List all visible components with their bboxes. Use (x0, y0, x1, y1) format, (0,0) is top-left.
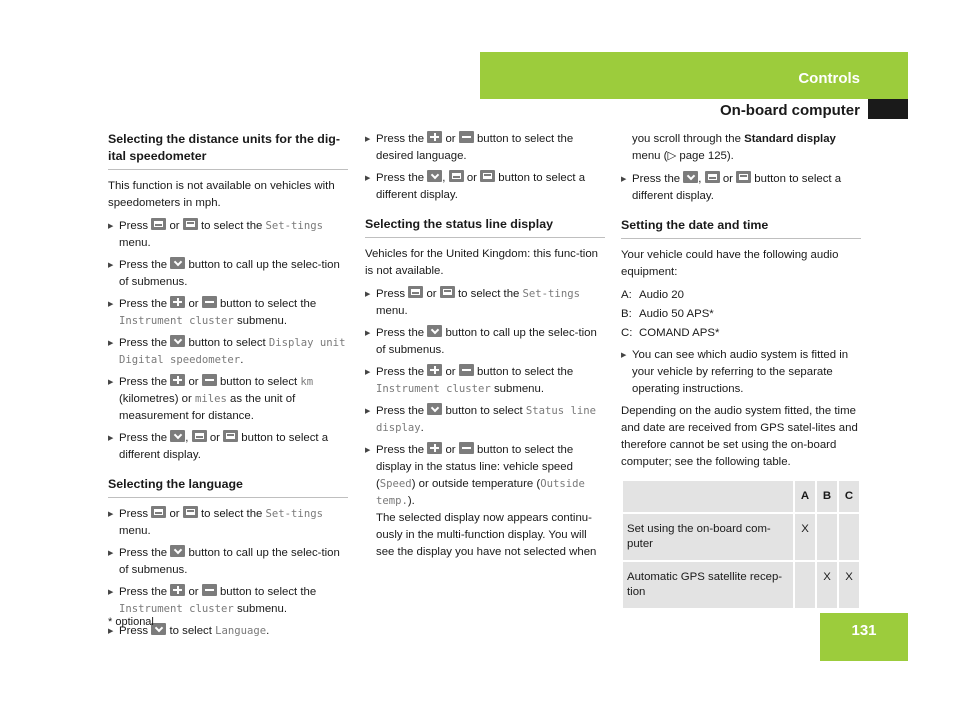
paragraph-continued: you scroll through the Standard display menu (▷ page 125). (632, 133, 836, 162)
step: ▶ Press the or button to select the Instrument cluster submenu. (108, 296, 348, 330)
footnote: * optional (108, 616, 154, 628)
checkmark-button-icon (170, 257, 185, 269)
page-up-button-icon (449, 170, 464, 182)
heading-language: Selecting the language (108, 476, 348, 498)
list-item: B: Audio 50 APS* (621, 308, 714, 320)
heading-date-time: Setting the date and time (621, 217, 861, 239)
paragraph-intro: This function is not available on vehicles with speedometers in mph. (108, 180, 335, 209)
step: ▶ Press the , or button to select a different display. (108, 430, 348, 464)
table-row: Set using the on-board com-puter X (622, 513, 860, 561)
paragraph-intro: Your vehicle could have the following audio equipment: (621, 249, 839, 278)
step: ▶ Press the , or button to select a different display. (365, 170, 605, 204)
page-up-button-icon (408, 286, 423, 298)
section-tab (480, 52, 908, 99)
section-tab-label: Controls (798, 70, 860, 87)
page-up-button-icon (192, 430, 207, 442)
step: ▶ Press the button to call up the selec-tion of submenus. (365, 325, 605, 359)
minus-button-icon (202, 374, 217, 386)
checkmark-button-icon (427, 170, 442, 182)
page-down-button-icon (736, 171, 751, 183)
list-item: A: Audio 20 (621, 289, 684, 301)
page-down-button-icon (440, 286, 455, 298)
step: ▶ Press the or button to select the desired language. (365, 131, 605, 165)
page-number: 131 (851, 622, 877, 639)
column-2 (365, 131, 605, 566)
minus-button-icon (202, 296, 217, 308)
step: ▶ Press or to select the Set-tings menu. (108, 506, 348, 540)
page-down-button-icon (183, 506, 198, 518)
plus-button-icon (427, 131, 442, 143)
minus-button-icon (202, 584, 217, 596)
step: ▶ Press the button to select Display unit Digital speedometer. (108, 335, 348, 369)
plus-button-icon (170, 584, 185, 596)
paragraph-intro: Vehicles for the United Kingdom: this func-tion is not available. (365, 248, 599, 277)
heading-distance-units: Selecting the distance units for the dig-ital speedometer (108, 131, 348, 170)
plus-button-icon (170, 374, 185, 386)
step: ▶ Press the or button to select the Instrument cluster submenu. (108, 584, 348, 618)
step: ▶ Press the or button to select the display in the status line: vehicle speed (Speed) or outside temperature (Outside temp.). The selected display now appears continu-ously in the multi-function display. You will see the display you have not selected when (365, 442, 605, 561)
page-title: On-board computer (719, 102, 860, 119)
checkmark-button-icon (683, 171, 698, 183)
heading-status-line: Selecting the status line display (365, 216, 605, 238)
step: ▶ Press or to select the Set-tings menu. (108, 218, 348, 252)
page-down-button-icon (480, 170, 495, 182)
page-number-box (820, 613, 908, 661)
minus-button-icon (459, 442, 474, 454)
column-3 (621, 131, 861, 610)
section-marker (868, 99, 908, 119)
paragraph-depending: Depending on the audio system fitted, the time and date are received from GPS satel-lites and therefore cannot be set using the on-board computer; see the following table. (621, 405, 858, 468)
step: ▶ Press or to select the Set-tings menu. (365, 286, 605, 320)
minus-button-icon (459, 364, 474, 376)
column-1 (108, 131, 348, 645)
checkmark-button-icon (170, 545, 185, 557)
checkmark-button-icon (427, 403, 442, 415)
page-down-button-icon (183, 218, 198, 230)
step: ▶ Press the or button to select km (kilometres) or miles as the unit of measurement for distance. (108, 374, 348, 425)
page-up-button-icon (151, 506, 166, 518)
plus-button-icon (427, 364, 442, 376)
step: ▶ Press the button to call up the selec-tion of submenus. (108, 257, 348, 291)
minus-button-icon (459, 131, 474, 143)
checkmark-button-icon (170, 430, 185, 442)
page-up-button-icon (151, 218, 166, 230)
page-down-button-icon (223, 430, 238, 442)
checkmark-button-icon (427, 325, 442, 337)
list-item: C: COMAND APS* (621, 327, 720, 339)
table-header-row: A B C (622, 480, 860, 513)
step: ▶ Press the , or button to select a different display. (621, 171, 861, 205)
step: ▶ Press the button to call up the selec-tion of submenus. (108, 545, 348, 579)
step: ▶ Press the or button to select the Instrument cluster submenu. (365, 364, 605, 398)
table-row: Automatic GPS satellite recep-tion X X (622, 561, 860, 609)
checkmark-button-icon (170, 335, 185, 347)
equipment-list (621, 287, 861, 342)
plus-button-icon (427, 442, 442, 454)
gps-table (621, 479, 861, 610)
step: ▶ Press to select Language. (108, 623, 348, 640)
page-up-button-icon (705, 171, 720, 183)
step: ▶ Press the button to select Status line display. (365, 403, 605, 437)
plus-button-icon (170, 296, 185, 308)
step: ▶ You can see which audio system is fitted in your vehicle by referring to the separate operating instructions. (621, 347, 861, 398)
